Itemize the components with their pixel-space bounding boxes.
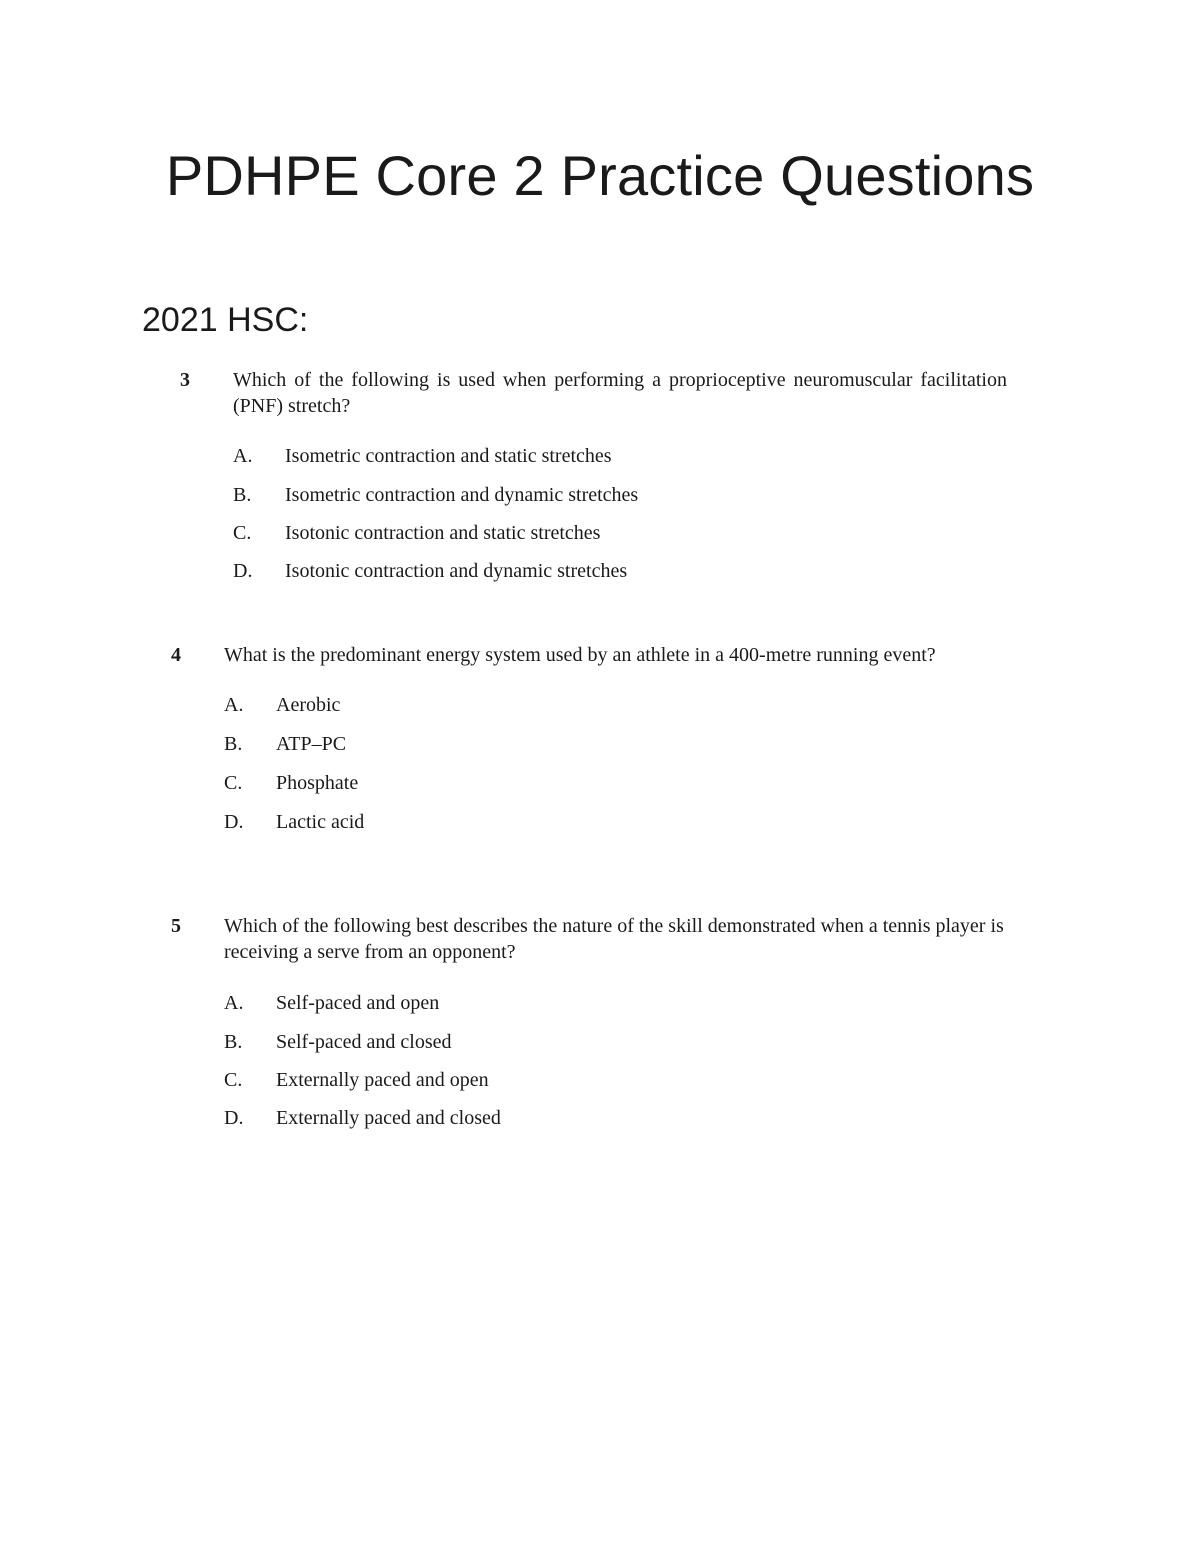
- option-letter: D.: [224, 811, 244, 833]
- option-text: Isometric contraction and dynamic stretches: [285, 484, 639, 506]
- option-text: Isometric contraction and static stretches: [285, 445, 612, 467]
- option-text: Externally paced and closed: [276, 1107, 501, 1129]
- option-letter: B.: [224, 733, 243, 755]
- option-text: ATP–PC: [276, 733, 347, 755]
- option-letter: A.: [224, 992, 244, 1014]
- option-letter: A.: [233, 445, 253, 467]
- option-text: Self-paced and closed: [276, 1031, 452, 1053]
- option-letter: D.: [224, 1107, 244, 1129]
- option-letter: C.: [224, 1069, 243, 1091]
- option-letter: B.: [233, 484, 252, 506]
- option-letter: B.: [224, 1031, 243, 1053]
- page-title: PDHPE Core 2 Practice Questions: [165, 144, 1035, 207]
- option-letter: A.: [224, 694, 244, 716]
- option-text: Phosphate: [276, 772, 359, 794]
- question-number: 4: [171, 644, 181, 666]
- option-text: Self-paced and open: [276, 992, 440, 1014]
- option-text: Externally paced and open: [276, 1069, 489, 1091]
- option-letter: D.: [233, 560, 253, 582]
- question-text: What is the predominant energy system used by an athlete in a 400-metre running event?: [224, 644, 936, 666]
- question-text: Which of the following best describes the nature of the skill demonstrated when a tennis player is receiving a serve from an opponent?: [224, 915, 1004, 963]
- option-text: Lactic acid: [276, 811, 365, 833]
- option-letter: C.: [233, 522, 252, 544]
- option-text: Isotonic contraction and static stretches: [285, 522, 601, 544]
- question-number: 5: [171, 915, 181, 937]
- option-letter: C.: [224, 772, 243, 794]
- option-text: Isotonic contraction and dynamic stretches: [285, 560, 628, 582]
- option-text: Aerobic: [276, 694, 341, 716]
- question-text: Which of the following is used when performing a proprioceptive neuromuscular facilitation (PNF) stretch?: [233, 369, 1007, 417]
- section-heading: 2021 HSC:: [142, 301, 309, 339]
- question-number: 3: [180, 369, 190, 391]
